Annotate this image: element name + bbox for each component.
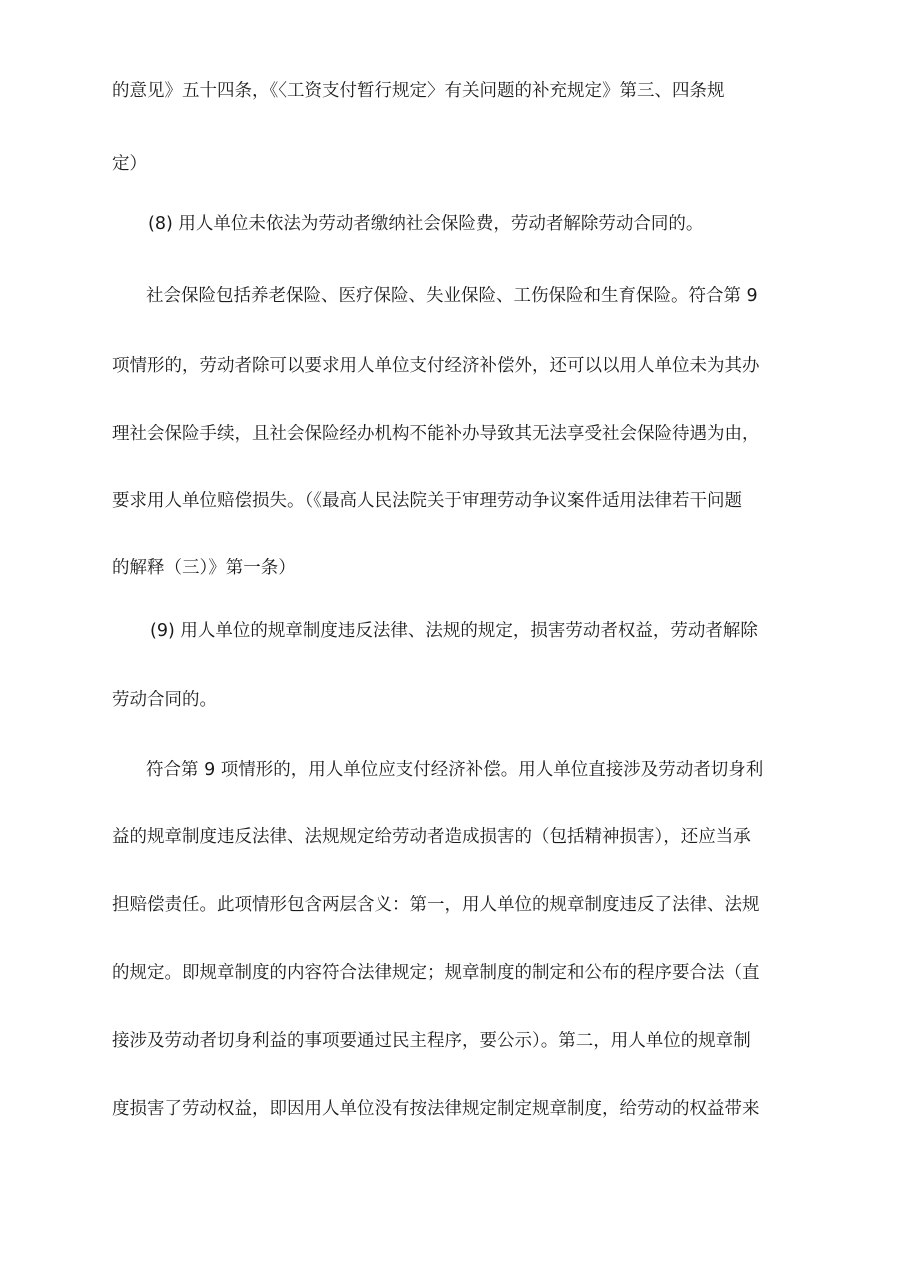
text-line-content: 劳动合同的。 — [112, 690, 217, 710]
text-line — [0, 755, 905, 785]
text-line-content: 度损害了劳动权益，即因用人单位没有按法律规定制定规章制度，给劳动的权益带来 — [112, 1099, 760, 1119]
text-line-content: (8) 用人单位未依法为劳动者缴纳社会保险费，劳动者解除劳动合同的。 — [148, 214, 704, 234]
text-line-content: 接涉及劳动者切身利益的事项要通过民主程序，要公示）。第二，用人单位的规章制 — [112, 1031, 751, 1051]
text-line — [0, 1026, 905, 1056]
text-line-content: 项情形的，劳动者除可以要求用人单位支付经济补偿外，还可以以用人单位未为其办 — [112, 356, 760, 376]
text-line-content: 的规定。即规章制度的内容符合法律规定；规章制度的制定和公布的程序要合法（直 — [112, 963, 760, 983]
text-line — [0, 486, 905, 516]
text-line — [0, 822, 905, 852]
text-line-content: 担赔偿责任。此项情形包含两层含义：第一，用人单位的规章制度违反了法律、法规 — [112, 895, 760, 915]
text-line — [0, 419, 905, 449]
text-line — [0, 553, 905, 583]
text-line — [0, 1094, 905, 1124]
text-line-content: 定） — [112, 154, 147, 174]
text-line-content: (9) 用人单位的规章制度违反法律、法规的规定，损害劳动者权益，劳动者解除 — [150, 621, 758, 641]
text-line — [0, 209, 905, 239]
text-line — [0, 685, 905, 715]
text-line — [0, 281, 905, 311]
text-line — [0, 351, 905, 381]
text-line — [0, 890, 905, 920]
text-line — [0, 76, 905, 106]
text-line-content: 的意见》五十四条，《〈工资支付暂行规定〉有关问题的补充规定》第三、四条规 — [112, 81, 725, 101]
text-line-content: 的解释（三）》第一条） — [112, 558, 296, 578]
text-line-content: 社会保险包括养老保险、医疗保险、失业保险、工伤保险和生育保险。符合第 9 — [146, 286, 758, 306]
text-line — [0, 958, 905, 988]
text-line — [0, 616, 905, 646]
text-line-content: 理社会保险手续，且社会保险经办机构不能补办导致其无法享受社会保险待遇为由， — [112, 424, 760, 444]
text-line-content: 符合第 9 项情形的，用人单位应支付经济补偿。用人单位直接涉及劳动者切身利 — [146, 760, 764, 780]
text-line-content: 益的规章制度违反法律、法规规定给劳动者造成损害的（包括精神损害），还应当承 — [112, 827, 751, 847]
text-line-content: 要求用人单位赔偿损失。（《最高人民法院关于审理劳动争议案件适用法律若干问题 — [112, 491, 742, 511]
text-line — [0, 149, 905, 179]
